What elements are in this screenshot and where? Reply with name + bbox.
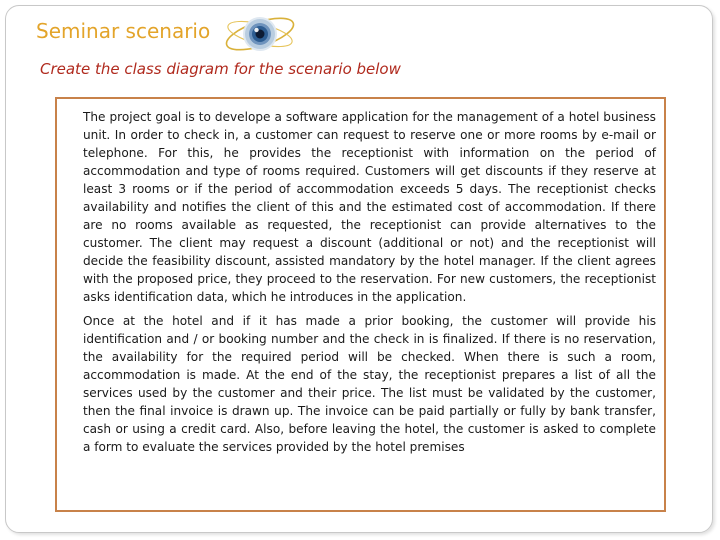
scenario-paragraph-2: Once at the hotel and if it has made a prior booking, the customer will provide his identification and / or booking number and the check in is finalized. If there is no reservation, the availability for the required period will be checked. When there is such a room, accommodation is made. At the end of the stay, the receptionist prepares a list of all the services used by the customer and their price. The list must be validated by the customer, then the final invoice is drawn up. The invoice can be paid partially or fully by bank transfer, cash or using a credit card. Also, before leaving the hotel, the customer is asked to complete a form to evaluate the services provided by the hotel premises <box>83 314 656 454</box>
eye-orbit-icon <box>222 7 298 61</box>
scenario-text-box <box>55 97 666 512</box>
scenario-paragraph-1: The project goal is to develope a software application for the management of a hotel business unit. In order to check in, a customer can request to reserve one or more rooms by e-mail or telephone. For this, he provides the receptionist with information on the period of accommodation and type of rooms required. Customers will get discounts if they reserve at least 3 rooms or if the period of accommodation exceeds 5 days. The receptionist checks availability and notifies the client of this and the estimated cost of accommodation. If there are no rooms available as requested, the receptionist can provide alternatives to the customer. The client may request a discount (additional or not) and the receptionist will decide the feasibility discount, assisted mandatory by the hotel manager. If the client agrees with the proposed price, they proceed to the reservation. For new customers, the receptionist asks identification data, which he introduces in the application. <box>83 110 656 304</box>
slide-subtitle: Create the class diagram for the scenario below <box>40 60 401 78</box>
slide-title: Seminar scenario <box>36 19 211 43</box>
